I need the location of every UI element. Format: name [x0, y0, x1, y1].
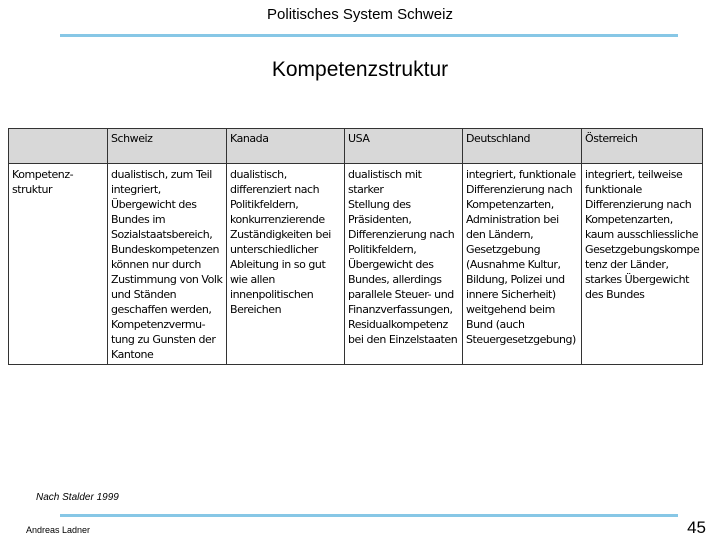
author: Andreas Ladner	[26, 525, 91, 535]
row-label: Kompetenz- struktur	[9, 164, 108, 365]
page-number: 45	[687, 518, 706, 537]
header-divider	[60, 34, 678, 37]
table-row	[9, 164, 703, 365]
cell-kanada: dualistisch, differenziert nach Politikfeldern, konkurrenzierende Zuständigkeiten bei unterschiedlicher Ableitung in so gut wie allen innenpolitischen Bereichen	[227, 164, 345, 365]
header-title: Politisches System Schweiz	[267, 6, 453, 23]
cell-usa: dualistisch mit starker Stellung des Präsidenten, Differenzierung nach Politikfeldern, Übergewicht des Bundes, allerdings parallele Steuer- und Finanzverfassungen, Residualkompetenz bei den Einzelstaaten	[345, 164, 463, 365]
cell-schweiz: dualistisch, zum Teil integriert, Übergewicht des Bundes im Sozialstaatsbereich, Bundeskompetenzen können nur durch Zustimmung von Volk und Ständen geschaffen werden, Kompetenzvermu- tung zu Gunsten der Kantone	[108, 164, 227, 365]
header-cell-kanada: Kanada	[227, 129, 345, 164]
header-cell-schweiz: Schweiz	[108, 129, 227, 164]
header-cell-oesterreich: Österreich	[582, 129, 703, 164]
header-cell-usa: USA	[345, 129, 463, 164]
table-header-row	[9, 129, 703, 164]
comparison-table	[8, 128, 703, 365]
header-cell-deutschland: Deutschland	[463, 129, 582, 164]
header-cell	[9, 129, 108, 164]
footer-divider	[60, 514, 678, 517]
source-note: Nach Stalder 1999	[36, 492, 119, 503]
slide-title: Kompetenzstruktur	[271, 58, 449, 81]
cell-deutschland: integriert, funktionale Differenzierung nach Kompetenzarten, Administration bei den Ländern, Gesetzgebung (Ausnahme Kultur, Bildung, Polizei und innere Sicherheit) weitgehend beim Bund (auch Steuergesetzgebung)	[463, 164, 582, 365]
cell-oesterreich: integriert, teilweise funktionale Differenzierung nach Kompetenzarten, kaum ausschliessliche Gesetzgebungskompe tenz der Länder, starkes Übergewicht des Bundes	[582, 164, 703, 365]
